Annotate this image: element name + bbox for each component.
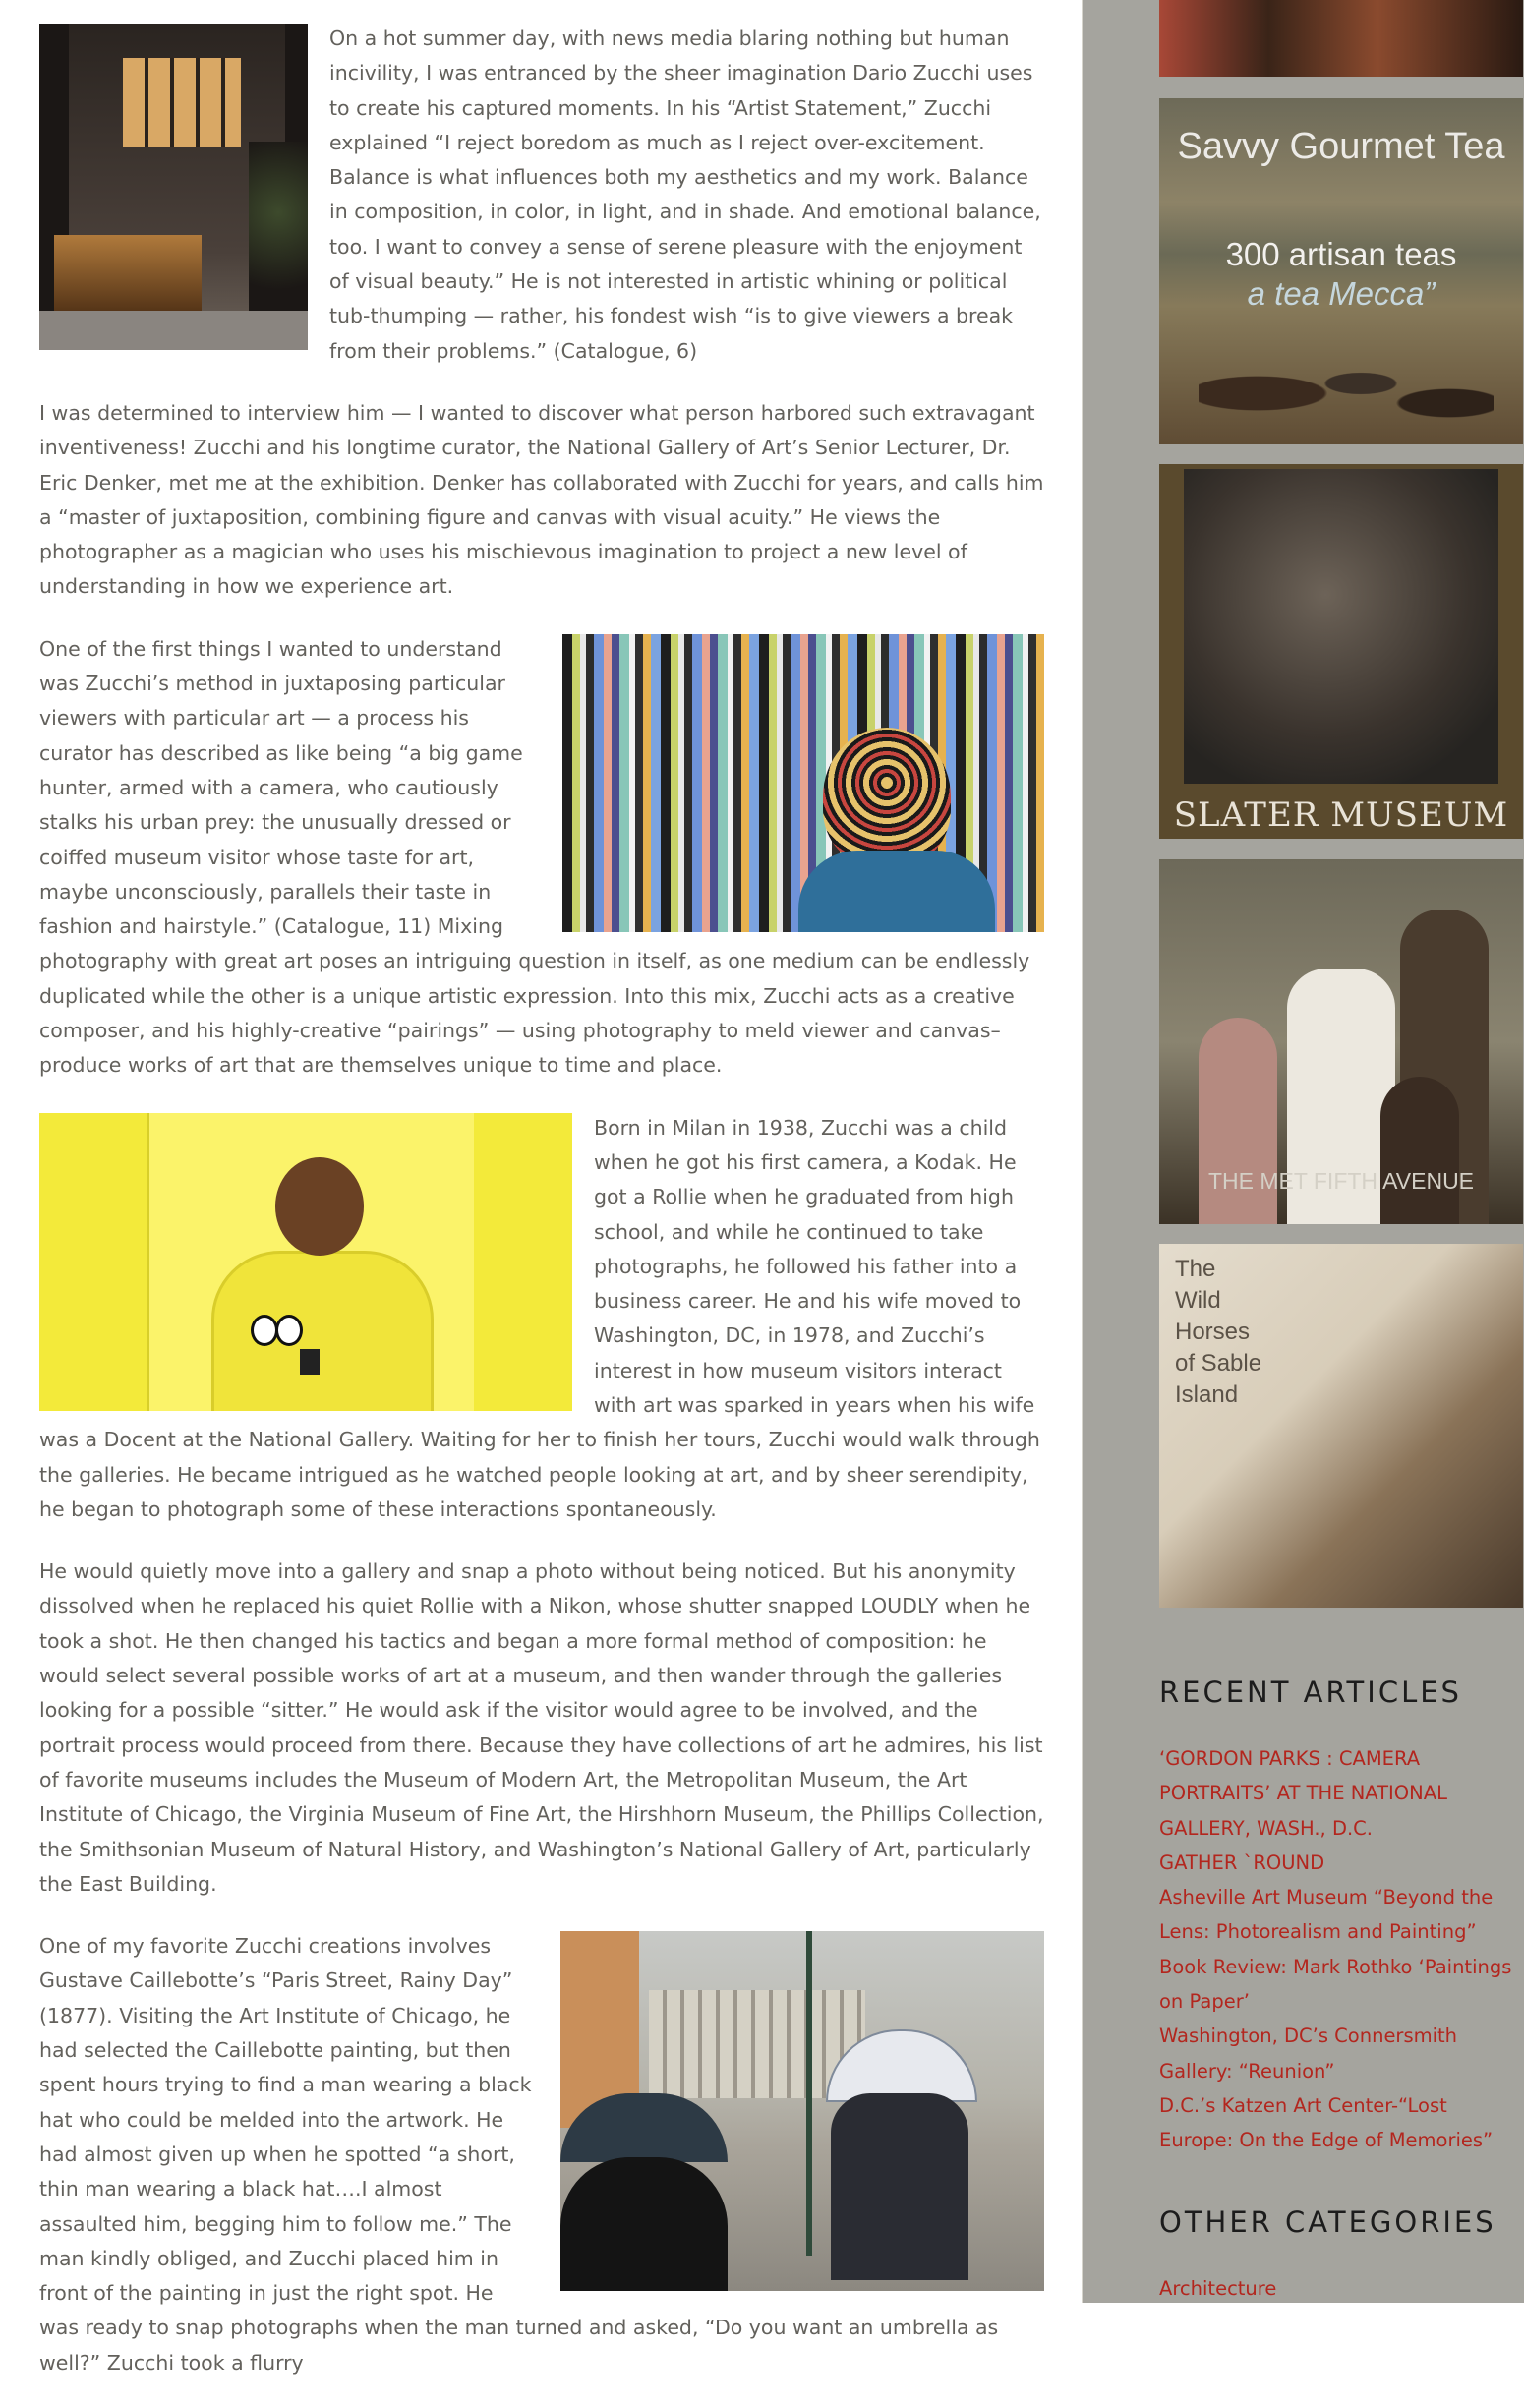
visitor-hat (823, 728, 951, 865)
bronze-bust (1184, 469, 1498, 784)
article-link[interactable]: GATHER `ROUND (1159, 1850, 1325, 1874)
recent-articles-list (1159, 1741, 1524, 2158)
painted-boy (1380, 1077, 1459, 1224)
ad-wild-horses[interactable] (1159, 1244, 1523, 1608)
list-item (1159, 1846, 1524, 1880)
yellow-sweater (211, 1251, 434, 1411)
paragraph-text: Born in Milan in 1938, Zucchi was a child when he got his first camera, a Kodak. He got a Rollie when he graduated from high school, and while he continued to take photographs, he followed his father into a business career. He and his wife moved to Washington, DC, in 1978, and Zucchi’s interest in how museum visitors interact with art was sparked in years when his wife was a Docent at the National Gallery. Waiting for her to finish her tours, Zucchi would walk through the galleries. He became intrigued as he watched people looking at art, and by sheer serendipity, he began to photograph some of these interactions spontaneously. (39, 1115, 1040, 1521)
paris-street-photo (560, 1931, 1044, 2291)
paragraph-text: On a hot summer day, with news media blaring nothing but human incivility, I was entranced by the sheer imagination Dario Zucchi uses to create his captured moments. In his “Artist Statement,” Zucchi explained “I reject boredom as much as I reject over-excitement. Balance is what influences both my aesthetics and my work. Balance in composition, in color, in light, and in shade. And emotional balance, too. I want to convey a sense of serene pleasure with the enjoyment of visual beauty.” He is not interested in artistic whining or political tub-thumping — rather, his fondest wish “is to give viewers a break from their problems.” (Catalogue, 6) (329, 27, 1041, 363)
visitor-shoulders (798, 851, 995, 932)
article-paragraph (39, 632, 1044, 1084)
other-categories-heading: OTHER CATEGORIES (1159, 2205, 1496, 2239)
list-item (1159, 2019, 1524, 2088)
article-link[interactable]: ‘GORDON PARKS : CAMERA PORTRAITS’ AT THE NATIONAL GALLERY, WASH., D.C. (1159, 1747, 1447, 1840)
article-link[interactable]: D.C.’s Katzen Art Center-“Lost Europe: On the Edge of Memories” (1159, 2093, 1494, 2152)
sweater-eye (275, 1315, 303, 1346)
ad-title: THE MET FIFTH AVENUE (1207, 1168, 1475, 1194)
list-item (1159, 2088, 1524, 2158)
tree (249, 142, 308, 319)
article-paragraph (39, 22, 1044, 369)
sidewalk (39, 311, 308, 350)
paragraph-text: He would quietly move into a gallery and snap a photo without being noticed. But his anonymity dissolved when he replaced his quiet Rollie with a Nikon, whose shutter snapped LOUDLY when he took a shot. He then changed his tactics and began a more formal method of composition: he would select several possible works of art at a museum, and then wander through the galleries looking for a possible “sitter.” He would ask if the visitor would agree to be involved, and the portrait process would proceed from there. Because they have collections of art he admires, his list of favorite museums includes the Museum of Modern Art, the Metropolitan Museum, the Art Institute of Chicago, the Virginia Museum of Fine Art, the Hirshhorn Museum, the Phillips Collection, the Smithsonian Museum of Natural History, and Washington’s National Gallery of Art, particularly the East Building. (39, 1559, 1044, 1896)
article-paragraph (39, 396, 1044, 605)
ad-figures (1199, 334, 1494, 433)
article-body (39, 22, 1044, 2408)
paragraph-text: One of my favorite Zucchi creations involves Gustave Caillebotte’s “Paris Street, Rainy Day” (1877). Visiting the Art Institute of Chicago, he had selected the Caillebotte painting, but then spent hours trying to find a man wearing a black hat who could be melded into the artwork. He had almost given up when he spotted “a short, thin man wearing a black hat….I almost assaulted him, begging him to follow me.” The man kindly obliged, and Zucchi placed him in front of the painting in just the right spot. He was ready to snap photographs when the man turned and asked, “Do you want an umbrella as well?” Zucchi took a flurry (39, 1934, 999, 2375)
article-paragraph (39, 1111, 1044, 1528)
ad-title: Savvy Gourmet Tea (1177, 126, 1505, 167)
ad-savvy-gourmet-tea[interactable] (1159, 98, 1523, 444)
recent-articles-heading: RECENT ARTICLES (1159, 1675, 1462, 1709)
sidebar (1082, 0, 1524, 2303)
list-item (1159, 1950, 1524, 2020)
list-item (1159, 1741, 1524, 1846)
ad-title: The Wild Horses of Sable Island (1175, 1256, 1262, 1408)
list-item (1159, 2271, 1524, 2306)
category-link[interactable]: Architecture (1159, 2277, 1277, 2300)
paragraph-text: I was determined to interview him — I wanted to discover what person harbored such extravagant inventiveness! Zucchi and his longtime curator, the National Gallery of Art’s Senior Lecturer, Dr. Eric Denker, met me at the exhibition. Denker has collaborated with Zucchi for years, and calls him a “master of juxtaposition, combining figure and canvas with visual acuity.” He views the photographer as a magician who uses his mischievous imagination to project a new level of understanding in how we experience art. (39, 400, 1044, 599)
list-item (1159, 1880, 1524, 1950)
man-in-black-hat (560, 2157, 728, 2291)
paragraph-text: One of the first things I wanted to understand was Zucchi’s method in juxtaposing particular viewers with particular art — a process his curator has described as like being “a big game hunter, armed with a camera, who cautiously stalks his urban prey: the unusually dressed or coiffed museum visitor whose taste for art, maybe unconsciously, parallels their taste in fashion and hairstyle.” (Catalogue, 11) Mixing photography with great art poses an intriguing question in itself, as one medium can be endlessly duplicated while the other is a unique artistic expression. Into this mix, Zucchi acts as a creative composer, and his highly-creative “pairings” — using photography to meld viewer and canvas–produce works of art that are themselves unique to time and place. (39, 636, 1030, 1078)
lit-window (123, 58, 241, 147)
painted-couple (831, 2093, 968, 2280)
article-link[interactable]: Book Review: Mark Rothko ‘Paintings on Paper’ (1159, 1955, 1512, 2014)
sweater-letter (300, 1349, 320, 1375)
ad-tagline: 300 artisan teas (1225, 236, 1457, 272)
visitor-hair-bun (275, 1157, 364, 1256)
article-paragraph (39, 1555, 1044, 1902)
article-paragraph (39, 1929, 1044, 2380)
sweater-eye (251, 1315, 278, 1346)
striped-painting-photo (562, 634, 1044, 932)
street-lamp (806, 1931, 812, 2256)
ad-quote: a tea Mecca” (1247, 275, 1436, 312)
article-link[interactable]: Asheville Art Museum “Beyond the Lens: Photorealism and Painting” (1159, 1886, 1494, 1944)
townhouse-photo (39, 24, 308, 350)
ad-slater-museum[interactable] (1159, 464, 1523, 839)
categories-list (1159, 2271, 1524, 2306)
article-link[interactable]: Washington, DC’s Connersmith Gallery: “Reunion” (1159, 2025, 1458, 2083)
ad-title: SLATER MUSEUM (1173, 795, 1509, 835)
lit-storefront (54, 235, 202, 314)
ad-banner-top[interactable] (1159, 0, 1523, 77)
yellow-painting-photo (39, 1113, 572, 1411)
ad-met-fifth-avenue[interactable] (1159, 859, 1523, 1224)
